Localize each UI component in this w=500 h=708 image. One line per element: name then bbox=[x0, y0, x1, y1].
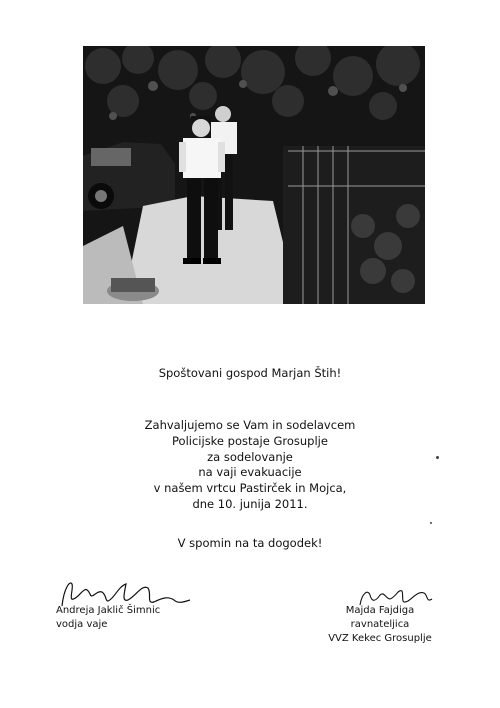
signature-right bbox=[300, 604, 460, 646]
signatory-organization: VVZ Kekec Grosuplje bbox=[328, 633, 432, 644]
body-line: dne 10. junija 2011. bbox=[192, 496, 308, 511]
closing-line: V spomin na ta dogodek! bbox=[177, 536, 323, 550]
scan-speck bbox=[430, 522, 432, 524]
body-line: Zahvaljujemo se Vam in sodelavcem bbox=[144, 418, 356, 432]
body-line: na vaji evakuacije bbox=[198, 465, 302, 480]
photo-illustration-icon bbox=[83, 46, 425, 304]
scan-speck bbox=[436, 456, 439, 459]
signatory-name: Majda Fajdiga bbox=[345, 605, 415, 616]
body-line: v našem vrtcu Pastirček in Mojca, bbox=[153, 481, 347, 496]
officers-photo bbox=[83, 46, 425, 304]
body-line: za sodelovanje bbox=[207, 449, 293, 464]
signature-left bbox=[56, 604, 216, 632]
salutation: Spoštovani gospod Marjan Štih! bbox=[158, 366, 342, 380]
body-line: Policijske postaje Grosuplje bbox=[172, 433, 328, 448]
signatory-role: ravnateljica bbox=[350, 619, 410, 630]
signatory-role: vodja vaje bbox=[56, 619, 108, 630]
signatory-name: Andreja Jaklič Šimnic bbox=[56, 605, 161, 616]
letter-body bbox=[0, 418, 500, 513]
